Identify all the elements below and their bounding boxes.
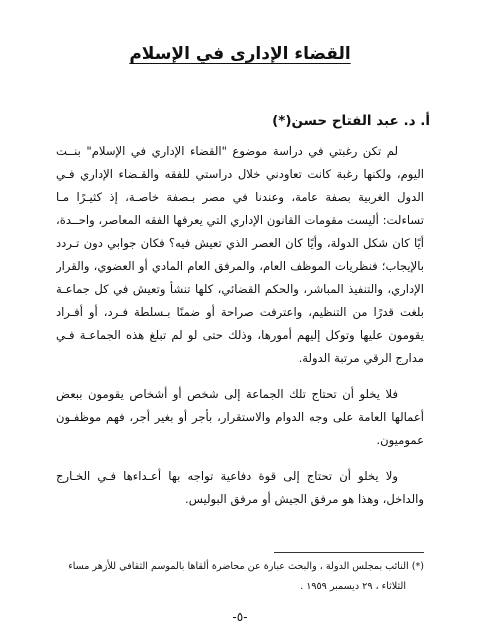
author-name: أ. د. عبد الفتاح حسن(*) — [272, 113, 430, 129]
article-body — [56, 140, 424, 524]
text-line: تساءلت: أليست مقومات القانون الإداري التي يعرفها الفقه المعاصر، واحــدة، — [56, 213, 424, 227]
text-line: بلغت قدرًا من التنظيم، واعترفت صراحة أو ضمنًا بـسلطة فـرد، أو أفـراد — [56, 305, 424, 319]
text-line: لم تكن رغبتي في دراسة موضوع "القضاء الإداري في الإسلام" بنــت — [56, 144, 398, 158]
text-line: اليوم، ولكنها رغبة كانت تعاودني خلال دراستي للفقه والقـضاء الإداري فـي — [56, 167, 424, 181]
article-title: القضاء الإدارى في الإسلام — [129, 44, 351, 64]
footnote-line: الثلاثاء ، ٢٩ ديسمبر ١٩٥٩ . — [300, 581, 406, 592]
paragraph — [56, 383, 424, 452]
text-line: أعمالها العامة على وجه الدوام والاستقرار، بأجر أو بغير أجر، فهم موظفـون — [56, 410, 424, 424]
text-line: والداخل، وهذا هو مرفق الجيش أو مرفق البوليس. — [185, 492, 424, 506]
footnote — [56, 557, 424, 597]
text-line: الدول الغربية بصفة عامة، وعندنا في مصر بـصفة خاصـة، إذ كثيـرًا مـا — [56, 190, 424, 204]
text-line: يقومون عليها وتوكل إليهم أمورها، وذلك حتى لو لم تبلغ هذه الجماعـة فـي — [56, 328, 424, 342]
text-line: أيًا كان شكل الدولة، وأيًا كان العصر الذي تعيش فيه؟ فكان جوابي دون تـردد — [56, 236, 424, 250]
footnote-line: (*) النائب بمجلس الدولة ، والبحث عبارة عن محاضرة ألقاها بالموسم الثقافي للأزهر مساء — [68, 561, 424, 572]
text-line: مدارج الرقي مرتبة الدولة. — [298, 351, 424, 365]
text-line: فلا يخلو أن تحتاج تلك الجماعة إلى شخص أو أشخاص يقومون ببعض — [56, 387, 398, 401]
text-line: بالإيجاب؛ فنظريات الموظف العام، والمرفق العام المادي أو العضوي، والقرار — [56, 259, 424, 273]
text-line: ولا يخلو أن تحتاج إلى قوة دفاعية تواجه بها أعـداءها فـي الخـارج — [56, 469, 398, 483]
footnote-divider — [274, 552, 424, 553]
text-line: عموميون. — [376, 433, 424, 447]
paragraph — [56, 465, 424, 511]
paragraph — [56, 140, 424, 370]
page-number: -٥- — [232, 610, 248, 624]
text-line: الإداري، والتنفيذ المباشر، والحكم القضائي، كلها تنشأ وتعيش في كل جماعـة — [56, 282, 424, 296]
